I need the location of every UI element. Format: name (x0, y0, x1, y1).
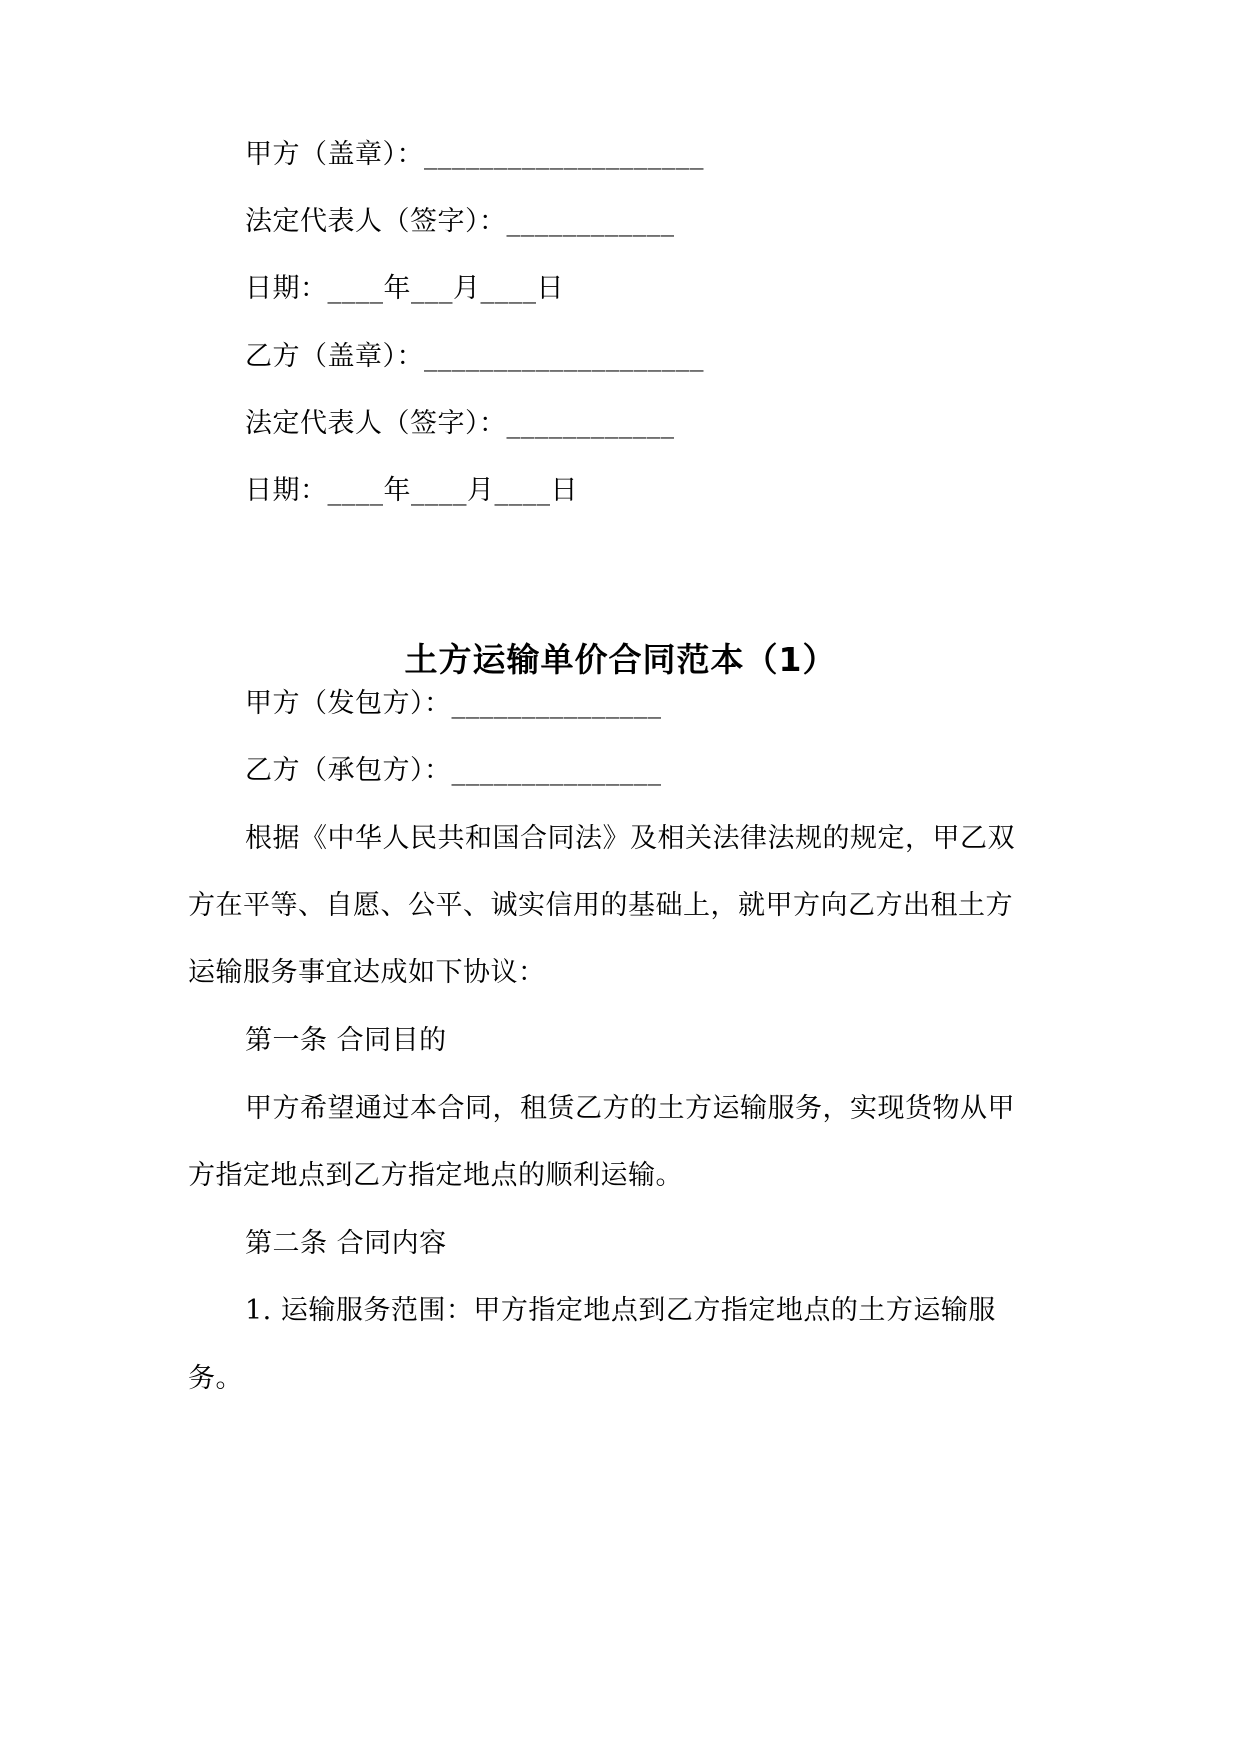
preamble-line-2: 方在平等、自愿、公平、诚实信用的基础上，就甲方向乙方出租土方 (188, 890, 1013, 921)
party-a-representative-line: 法定代表人（签字）：____________ (245, 206, 675, 237)
party-a-date-line: 日期：____年___月____日 (245, 273, 564, 304)
document-title: 土方运输单价合同范本（1） (404, 640, 837, 679)
party-b-representative-line: 法定代表人（签字）：____________ (245, 408, 675, 439)
article-1-line-2: 方指定地点到乙方指定地点的顺利运输。 (188, 1160, 683, 1191)
article-1-line-1: 甲方希望通过本合同，租赁乙方的土方运输服务，实现货物从甲 (245, 1093, 1015, 1124)
party-b-seal-line: 乙方（盖章）：____________________ (245, 341, 704, 372)
party-a-seal-line: 甲方（盖章）：____________________ (245, 139, 704, 170)
preamble-line-3: 运输服务事宜达成如下协议： (188, 957, 546, 988)
party-b-name-line: 乙方（承包方）：_______________ (245, 755, 662, 786)
article-2-item-1-line-1: 1. 运输服务范围：甲方指定地点到乙方指定地点的土方运输服 (245, 1295, 996, 1326)
party-b-date-line: 日期：____年____月____日 (245, 475, 578, 506)
article-1-heading: 第一条 合同目的 (245, 1025, 447, 1056)
article-2-heading: 第二条 合同内容 (245, 1228, 447, 1259)
article-2-item-1-line-2: 务。 (188, 1363, 243, 1394)
party-a-name-line: 甲方（发包方）：_______________ (245, 688, 662, 719)
preamble-line-1: 根据《中华人民共和国合同法》及相关法律法规的规定，甲乙双 (245, 823, 1015, 854)
